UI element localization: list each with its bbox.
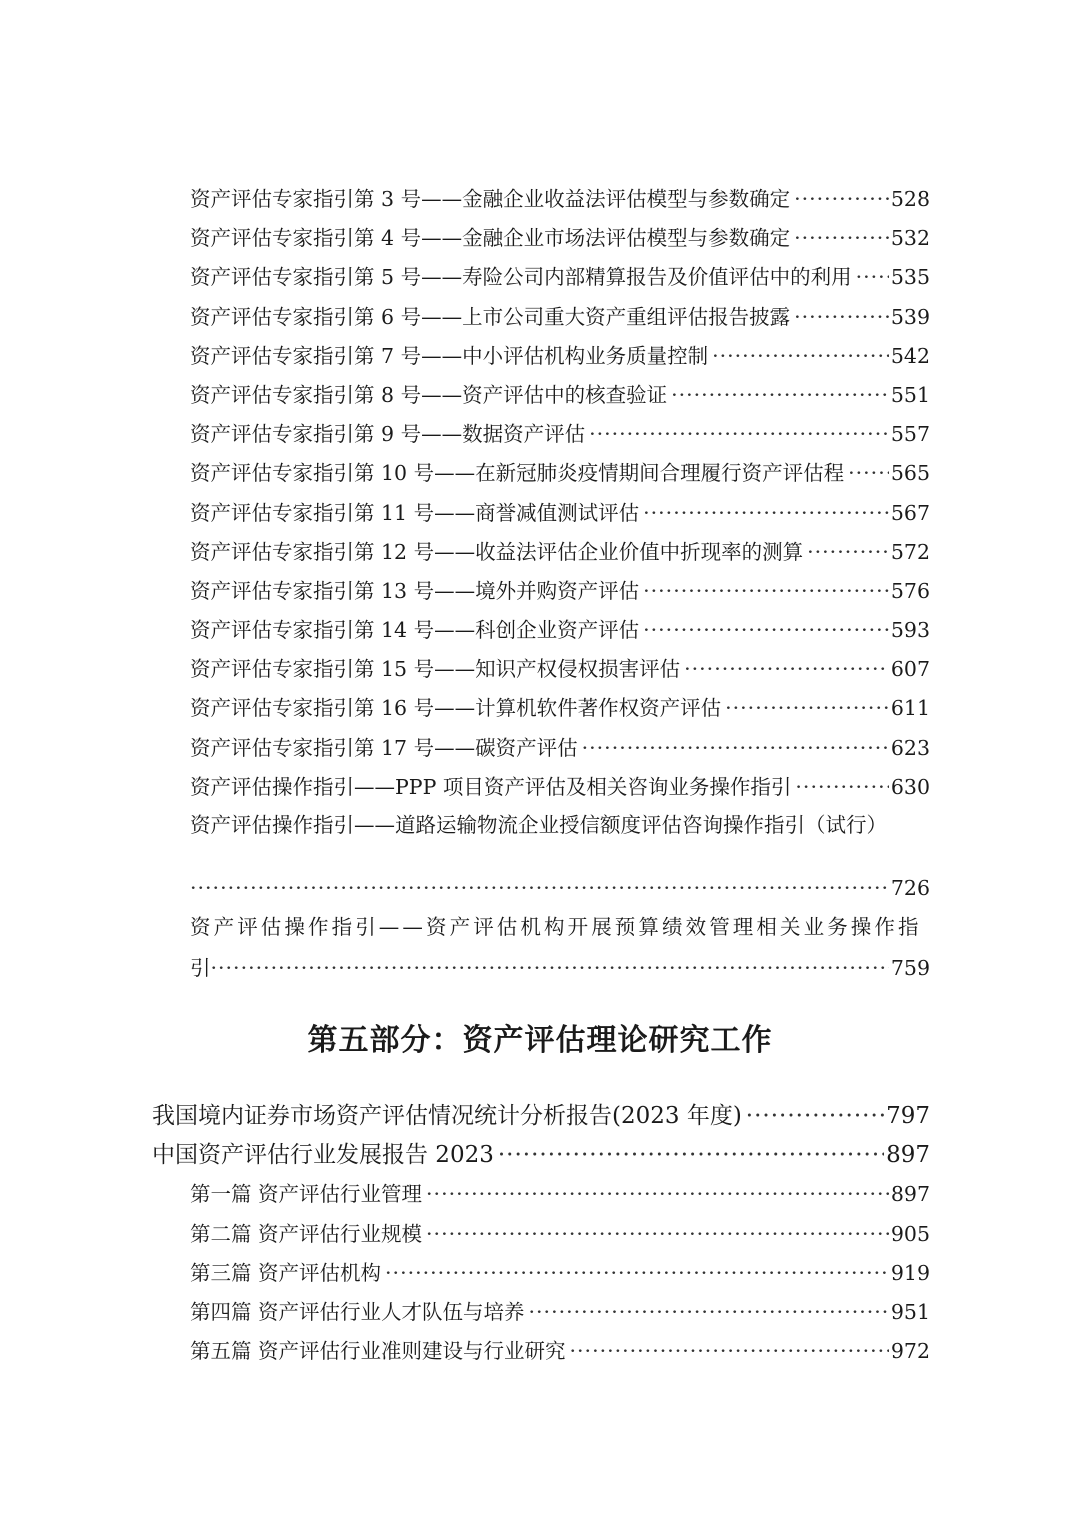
toc-entry-title: 资产评估操作指引——资产评估机构开展预算绩效管理相关业务操作指 [190, 915, 922, 939]
toc-entry-page: 551 [890, 382, 930, 407]
toc-entry[interactable] [190, 219, 930, 258]
toc-entry-title: 资产评估专家指引第 17 号——碳资产评估 [190, 735, 578, 760]
toc-entry[interactable] [190, 454, 930, 493]
toc-leader-dots [807, 533, 889, 572]
toc-entry[interactable] [190, 572, 930, 611]
toc-entry-page: 611 [890, 696, 930, 721]
toc-entry-page: 897 [890, 1182, 930, 1207]
toc-entry-title: 资产评估专家指引第 12 号——收益法评估企业价值中折现率的测算 [190, 539, 804, 564]
toc-entry-page: 565 [890, 461, 930, 486]
toc-entry-major[interactable] [152, 1136, 930, 1175]
toc-entry[interactable] [190, 180, 930, 219]
toc-entry-title: 资产评估专家指引第 6 号——上市公司重大资产重组评估报告披露 [190, 304, 791, 329]
toc-entry-title: 资产评估专家指引第 9 号——数据资产评估 [190, 422, 586, 447]
section-heading: 第五部分：资产评估理论研究工作 [307, 1023, 773, 1058]
toc-entry-page: 528 [890, 187, 930, 211]
toc-leader-dots [385, 1254, 889, 1293]
toc-entry-title: 资产评估专家指引第 5 号——寿险公司内部精算报告及价值评估中的利用 [190, 265, 852, 290]
toc-entry[interactable] [190, 415, 930, 454]
toc-entry-title: 第三篇 资产评估机构 [190, 1260, 382, 1285]
toc-leader-dots [746, 1097, 884, 1136]
toc-entry-page: 726 [890, 876, 930, 901]
toc-entry[interactable] [190, 376, 930, 415]
toc-leader-dots [643, 611, 889, 650]
toc-leader-dots [848, 454, 889, 493]
toc-entry-page: 972 [890, 1339, 930, 1364]
toc-entry[interactable] [190, 729, 930, 768]
toc-entry[interactable] [190, 258, 930, 297]
toc-entry-page: 905 [890, 1221, 930, 1246]
toc-leader-dots [794, 219, 889, 258]
toc-entry-chapter[interactable] [152, 1332, 930, 1371]
toc-entry-title: 资产评估专家指引第 15 号——知识产权侵权损害评估 [190, 657, 681, 682]
toc-entry[interactable] [190, 611, 930, 650]
toc-entry-page: 630 [890, 774, 930, 799]
toc-leader-dots [684, 650, 889, 689]
toc-leader-dots [589, 415, 889, 454]
toc-entry[interactable] [190, 650, 930, 689]
toc-entry-page: 542 [890, 343, 930, 368]
toc-entry-title: 资产评估操作指引——PPP 项目资产评估及相关咨询业务操作指引 [190, 774, 792, 799]
toc-leader-dots [794, 298, 889, 337]
toc-leader-dots [498, 1136, 884, 1175]
toc-entry-page: 576 [890, 578, 930, 603]
toc-entry[interactable] [190, 689, 930, 728]
toc-entry-title: 资产评估专家指引第 4 号——金融企业市场法评估模型与参数确定 [190, 226, 791, 251]
toc-leader-dots [211, 949, 889, 988]
toc-leader-dots [643, 494, 889, 533]
toc-leader-dots [570, 1332, 889, 1371]
toc-entry-chapter[interactable] [152, 1215, 930, 1254]
toc-entry-chapter[interactable] [152, 1293, 930, 1332]
toc-leader-dots [795, 768, 888, 807]
toc-entry-page: 567 [890, 500, 930, 525]
toc-leader-dots [725, 689, 889, 728]
toc-entry-wrapped[interactable] [190, 806, 930, 908]
toc-entry[interactable] [190, 533, 930, 572]
toc-entry-title: 第一篇 资产评估行业管理 [190, 1182, 423, 1207]
toc-entry-page: 919 [890, 1260, 930, 1285]
toc-leader-dots [643, 572, 889, 611]
toc-entry[interactable] [190, 337, 930, 376]
section-toc-list [152, 1097, 930, 1371]
toc-entry-title: 中国资产评估行业发展报告 2023 [152, 1142, 494, 1169]
toc-entry-title: 资产评估操作指引——道路运输物流企业授信额度评估咨询操作指引（试行） [190, 813, 887, 837]
toc-entry-title: 资产评估专家指引第 10 号——在新冠肺炎疫情期间合理履行资产评估程 [190, 461, 845, 486]
toc-leader-dots [671, 376, 889, 415]
toc-entry-page: 572 [890, 539, 930, 564]
toc-leader-dots [794, 180, 889, 219]
toc-entry-title: 第二篇 资产评估行业规模 [190, 1221, 423, 1246]
toc-entry-title: 资产评估专家指引第 16 号——计算机软件著作权资产评估 [190, 696, 722, 721]
toc-leader-dots [582, 729, 889, 768]
toc-entry-page: 607 [890, 657, 930, 682]
toc-entry-page: 797 [886, 1103, 930, 1129]
toc-entry-title: 资产评估专家指引第 7 号——中小评估机构业务质量控制 [190, 343, 709, 368]
toc-entry-page: 593 [890, 618, 930, 643]
toc-leader-dots [190, 869, 889, 908]
toc-entry-page: 532 [890, 226, 930, 251]
toc-entry-title: 资产评估专家指引第 13 号——境外并购资产评估 [190, 578, 640, 603]
toc-list [190, 180, 930, 807]
toc-entry[interactable] [190, 768, 930, 807]
toc-entry-continuation [190, 949, 930, 988]
toc-entry-page: 759 [890, 956, 930, 981]
toc-entry-title: 第四篇 资产评估行业人才队伍与培养 [190, 1299, 525, 1324]
toc-entry-page: 539 [890, 304, 930, 329]
toc-entry-title: 我国境内证券市场资产评估情况统计分析报告(2023 年度) [152, 1103, 742, 1129]
toc-entry-page: 535 [890, 265, 930, 290]
toc-entry-page: 951 [890, 1299, 930, 1324]
toc-leader-dots [426, 1215, 889, 1254]
toc-entry-chapter[interactable] [152, 1175, 930, 1214]
toc-entry[interactable] [190, 298, 930, 337]
toc-entry-title-tail: 引 [190, 956, 211, 981]
toc-entry-title: 资产评估专家指引第 11 号——商誉减值测试评估 [190, 500, 640, 525]
toc-entry-title: 第五篇 资产评估行业准则建设与行业研究 [190, 1339, 566, 1364]
toc-entry-page: 557 [890, 422, 930, 447]
toc-leader-dots [856, 258, 889, 297]
toc-entry-major[interactable] [152, 1097, 930, 1136]
toc-leader-dots [529, 1293, 889, 1332]
toc-leader-dots [426, 1175, 889, 1214]
toc-entry-page: 623 [890, 735, 930, 760]
toc-entry-wrapped[interactable] [190, 908, 930, 988]
toc-entry-page: 897 [886, 1142, 930, 1169]
toc-entry-title: 资产评估专家指引第 14 号——科创企业资产评估 [190, 618, 640, 643]
toc-entry[interactable] [190, 494, 930, 533]
toc-entry-continuation [190, 869, 930, 908]
toc-leader-dots [712, 337, 889, 376]
toc-entry-chapter[interactable] [152, 1254, 930, 1293]
toc-entry-title: 资产评估专家指引第 8 号——资产评估中的核查验证 [190, 382, 668, 407]
toc-entry-title: 资产评估专家指引第 3 号——金融企业收益法评估模型与参数确定 [190, 187, 791, 211]
